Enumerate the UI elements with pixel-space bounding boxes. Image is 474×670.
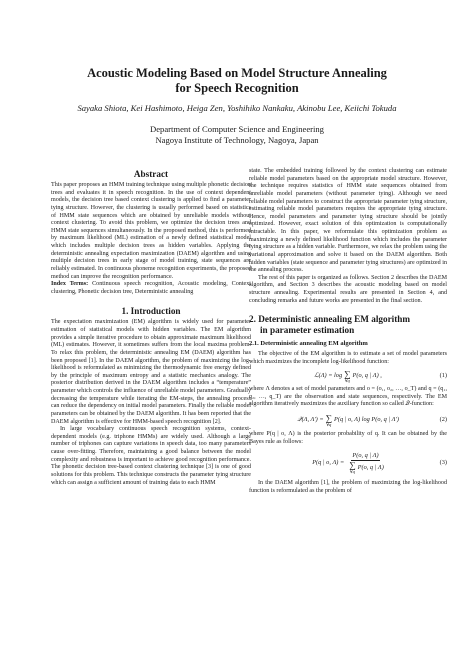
sum-symbol-icon: ∑ bbox=[349, 460, 356, 471]
equation-2 bbox=[249, 409, 447, 431]
eq2-number: (2) bbox=[439, 416, 447, 424]
intro-paragraph-3: state. The embedded training followed by the context clustering can estimate reliable model parameters based on the appropriate model structure. However, the technique requires statistics of HMM state sequences obtained from unreliable model parameters (without parameter tying). Although we need reliable model parameters to construct the appropriate parameter tying structure, estimating reliable model parameters requires the appropriate tying structure. Hence, model parameters and parameter tying structure should be jointly optimized. However, exact solution of this optimization is computationally intractable. In this paper, we reformulate this optimization problem as maximizing a newly defined likelihood function which includes the parameter tying structure as a hidden variable. Furthermore, we relax the problem using the variational approximation and solve it based on the DAEM algorithm. Both hidden variables (state sequence and parameter tying structures) are optimized in the annealing process. bbox=[249, 168, 447, 274]
affiliation-line-1: Department of Computer Science and Engineering bbox=[150, 124, 324, 134]
sum-symbol-icon: ∑ bbox=[325, 412, 333, 423]
eq2-lhs: 𝒬(Λ, Λ′) = bbox=[297, 416, 324, 424]
section-2-heading bbox=[249, 314, 447, 336]
section-1-heading: 1. Introduction bbox=[121, 306, 181, 317]
eq3-fraction bbox=[347, 452, 384, 474]
intro-paragraph-4: The rest of this paper is organized as follows. Section 2 describes the DAEM algorithm, and Section 3 describes the acoustic modeling based on model structure annealing. Experimental results are presented in Section 4, and concluding remarks and future works are presented in the final section. bbox=[249, 274, 447, 304]
section-2-heading-line-1: 2. Deterministic annealing EM algorithm bbox=[249, 314, 411, 325]
right-column bbox=[249, 168, 447, 496]
section-2-paragraph-2: where Λ denotes a set of model parameters and o = (o₁, o₂, …, o_T) and q = (q₁, q₂, …, q_T) are the observation and state sequences, respectively. The EM algorithm iteratively maximizes the auxiliary function so called 𝒬-function: bbox=[249, 386, 447, 408]
eq1-sum bbox=[344, 370, 350, 383]
eq2-rhs: P(q | o, Λ) log P(o, q | Λ′) bbox=[334, 416, 399, 424]
eq3-numerator: P(o, q | Λ) bbox=[352, 452, 379, 460]
eq1-lhs: ℒ(Λ) = log bbox=[314, 372, 343, 380]
section-2-heading-line-2: in parameter estimation bbox=[260, 325, 355, 336]
eq3-lhs: P(q | o, Λ) = bbox=[312, 459, 345, 467]
section-2-paragraph-3: where P(q | o, Λ) is the posterior probability of q. It can be obtained by the Bayes rule as follows: bbox=[249, 431, 447, 445]
eq3-denominator-group bbox=[347, 461, 384, 474]
sum-symbol-icon: ∑ bbox=[344, 368, 351, 379]
eq2-sum-sub: ∀q bbox=[326, 421, 332, 427]
equation-3 bbox=[249, 446, 447, 480]
abstract-heading: Abstract bbox=[133, 169, 169, 179]
title-line-1: Acoustic Modeling Based on Model Structure Annealing bbox=[87, 66, 387, 80]
affiliation bbox=[0, 124, 474, 146]
paper-title bbox=[0, 66, 474, 96]
index-terms-label: Index Terms: bbox=[51, 281, 89, 288]
eq3-sum-sub: ∀q bbox=[349, 469, 355, 475]
intro-paragraph-1: The expectation maximization (EM) algorithm is widely used for parameter estimation of statistical models with hidden variables. The EM algorithm provides a simple iterative procedure to obtain approximate maximum likelihood (ML) estimates. However, it sometimes suffers from the local maxima problem. To relax this problem, the deterministic annealing EM (DAEM) algorithm has been proposed [1]. In the DAEM algorithm, the problem of maximizing the log-likelihood is reformulated as minimizing the thermodynamic free energy defined by the principle of maximum entropy and a statistic mechanics analogy. The posterior distribution derived in the DAEM algorithm includes a “temperature” parameter which controls the influence of unreliable model parameters. Gradually decreasing the temperature while iterating the EM-steps, the annealing process can reduce the dependency on initial model parameters. Finally the reliable model parameters can be obtained by the DAEM algorithm. It has been reported that the DAEM algorithm is effective for HMM-based speech recognition [2]. bbox=[51, 319, 252, 425]
affiliation-line-2: Nagoya Institute of Technology, Nagoya, Japan bbox=[155, 135, 319, 145]
abstract-body: This paper proposes an HMM training technique using multiple phonetic decision trees and evaluates it in speech recognition. In the use of context dependent models, the decision tree based context clustering is applied to find a parameter tying structure. However, the clustering is usually performed based on statistics of HMM state sequences which are obtained by unreliable models without context clustering. To avoid this problem, we optimize the decision trees and HMM state sequences simultaneously. In the proposed method, this is performed by maximum likelihood (ML) estimation of a newly defined statistical model which includes multiple decision trees as hidden variables. Applying the deterministic annealing expectation maximization (DAEM) algorithm and using multiple decision trees in early stage of model training, state sequences are reliably estimated. In continuous phoneme recognition experiments, the proposed method can improve the recognition performance. bbox=[51, 182, 251, 280]
subsection-2-1-heading: 2.1. Deterministic annealing EM algorithm bbox=[249, 340, 368, 348]
eq2-sum bbox=[326, 414, 332, 427]
eq1-rhs: P(o, q | Λ) , bbox=[352, 372, 382, 380]
intro-paragraph-2: In large vocabulary continuous speech recognition systems, context-dependent models (e.g. triphone HMMs) are widely used. Although a large number of triphones can capture variations in speech data, too many parameters cause over-fitting. Therefore, maintaining a good balance between the model complexity and robustness is important to achieve good recognition performance. The phonetic decision tree-based context clustering technique [3] is one of good solutions for this problem. This technique constructs the parameter tying structure which can assign a sufficient amount of training data to each HMM bbox=[51, 426, 251, 486]
section-2-paragraph-4: In the DAEM algorithm [1], the problem of maximizing the log-likelihood function is reformulated as the problem of bbox=[249, 480, 447, 494]
title-line-2: for Speech Recognition bbox=[175, 81, 299, 95]
author-list: Sayaka Shiota, Kei Hashimoto, Heiga Zen, Yoshihiko Nankaku, Akinobu Lee, Keiichi Tokuda bbox=[77, 103, 397, 113]
index-terms bbox=[51, 281, 251, 296]
index-terms-text: Continuous speech recognition, Acoustic modeling, Context clustering, Phonetic decision tree, Deterministic annealing bbox=[51, 281, 251, 295]
eq1-number: (1) bbox=[439, 372, 447, 380]
left-column bbox=[51, 168, 251, 487]
equation-1 bbox=[249, 366, 447, 386]
eq3-number: (3) bbox=[439, 459, 447, 467]
eq1-sum-sub: ∀q bbox=[344, 377, 350, 383]
eq3-sum bbox=[349, 461, 355, 474]
section-2-paragraph-1: The objective of the EM algorithm is to estimate a set of model parameters which maximizes the incomplete log-likelihood function: bbox=[249, 350, 447, 365]
eq3-denominator: P(o, q | Λ) bbox=[357, 463, 384, 471]
